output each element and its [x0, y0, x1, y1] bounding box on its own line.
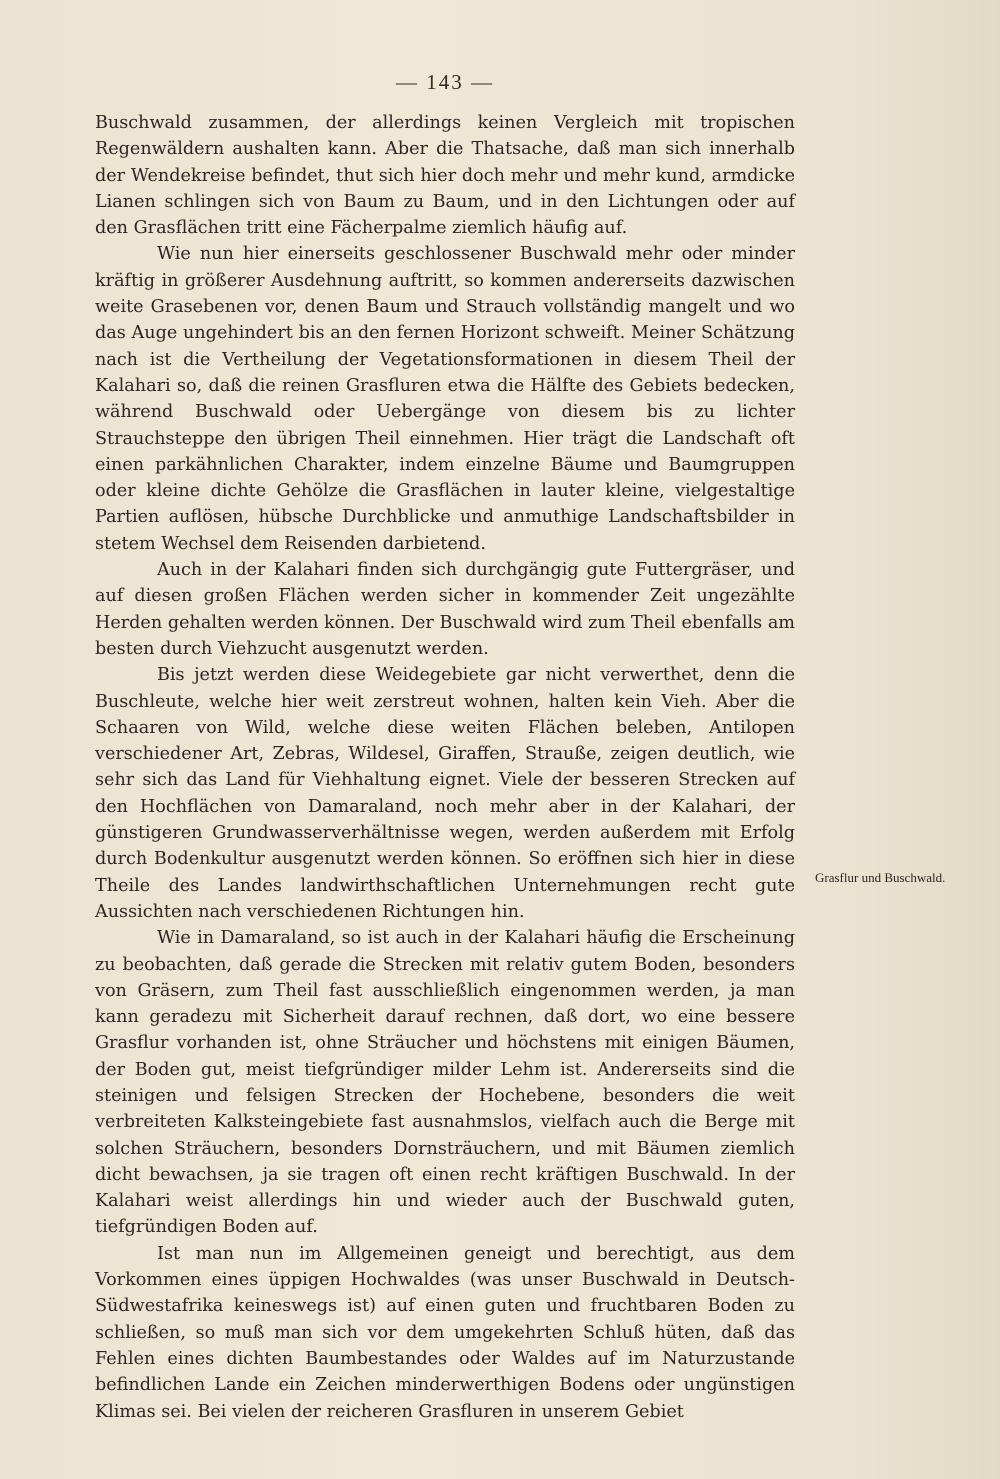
paragraph: Auch in der Kalahari finden sich durchgängig gute Futtergräser, und auf diesen großen Flächen werden sicher in kommender Zeit ungezählte Herden gehalten werden können. Der Buschwald wird zum Theil ebenfalls am besten durch Viehzucht ausgenutzt werden. [95, 560, 795, 659]
paragraph: Wie in Damaraland, so ist auch in der Kalahari häufig die Erscheinung zu beobachten, daß gerade die Strecken mit relativ gutem Boden, besonders von Gräsern, zum Theil fast ausschließlich eingenommen werden, ja man kann geradezu mit Sicherheit darauf rechnen, daß dort, wo eine bessere Grasflur vorhanden ist, ohne Sträucher und höchstens mit einigen Bäumen, der Boden gut, meist tiefgründiger milder Lehm ist. Andererseits sind die steinigen und felsigen Strecken der Hochebene, besonders die weit verbreiteten Kalksteingebiete fast ausnahmslos, vielfach auch die Berge mit solchen Sträuchern, besonders Dornsträuchern, und mit Bäumen ziemlich dicht bewachsen, ja sie tragen oft einen recht kräftigen Buschwald. In der Kalahari weist allerdings hin und wieder auch der Buschwald guten, tiefgründigen Boden auf. [95, 928, 795, 1238]
margin-note: Grasflur und Buschwald. [815, 870, 946, 885]
paragraph: Wie nun hier einerseits geschlossener Buschwald mehr oder minder kräftig in größerer Ausdehnung auftritt, so kommen andererseits dazwischen weite Grasebenen vor, denen Baum und Strauch vollständig mangelt und wo das Auge ungehindert bis an den fernen Horizont schweift. Meiner Schätzung nach ist die Vertheilung der Vegetationsformationen in diesem Theil der Kalahari so, daß die reinen Grasfluren etwa die Hälfte des Gebiets bedecken, während Buschwald oder Uebergänge von diesem bis zu lichter Strauchsteppe den übrigen Theil einnehmen. Hier trägt die Landschaft oft einen parkähnlichen Charakter, indem einzelne Bäume und Baumgruppen oder kleine dichte Gehölze die Grasflächen in lauter kleine, vielgestaltige Partien auflösen, hübsche Durchblicke und anmuthige Landschaftsbilder in stetem Wechsel dem Reisenden darbietend. [95, 244, 795, 554]
paragraph: Ist man nun im Allgemeinen geneigt und berechtigt, aus dem Vorkommen eines üppigen Hochwaldes (was unser Buschwald in Deutsch-Südwestafrika keineswegs ist) auf einen guten und fruchtbaren Boden zu schließen, so muß man sich vor dem umgekehrten Schluß hüten, daß das Fehlen eines dichten Baumbestandes oder Waldes auf im Naturzustande befindlichen Lande ein Zeichen minderwerthigen Bodens oder ungünstigen Klimas sei. Bei vielen der reicheren Grasfluren in unserem Gebiet [95, 1243, 795, 1422]
paragraph: Buschwald zusammen, der allerdings keinen Vergleich mit tropischen Regenwäldern aushalten kann. Aber die Thatsache, daß man sich innerhalb der Wendekreise befindet, thut sich hier doch mehr und mehr kund, armdicke Lianen schlingen sich von Baum zu Baum, und in den Lichtungen oder auf den Grasflächen tritt eine Fächerpalme ziemlich häufig auf. [95, 113, 795, 239]
body-text [95, 110, 795, 1425]
paragraph: Bis jetzt werden diese Weidegebiete gar nicht verwerthet, denn die Buschleute, welche hier weit zerstreut wohnen, halten kein Vieh. Aber die Schaaren von Wild, welche diese weiten Flächen beleben, Antilopen verschiedener Art, Zebras, Wildesel, Giraffen, Strauße, zeigen deutlich, wie sehr sich das Land für Viehhaltung eignet. Viele der besseren Strecken auf den Hochflächen von Damaraland, noch mehr aber in der Kalahari, der günstigeren Grundwasserverhältnisse wegen, werden außerdem mit Erfolg durch Bodenkultur ausgenutzt werden können. So eröffnen sich hier in diese Theile des Landes landwirthschaftlichen Unternehmungen recht gute Aussichten nach verschiedenen Richtungen hin. [95, 665, 795, 922]
page-number: — 143 — [396, 70, 494, 94]
